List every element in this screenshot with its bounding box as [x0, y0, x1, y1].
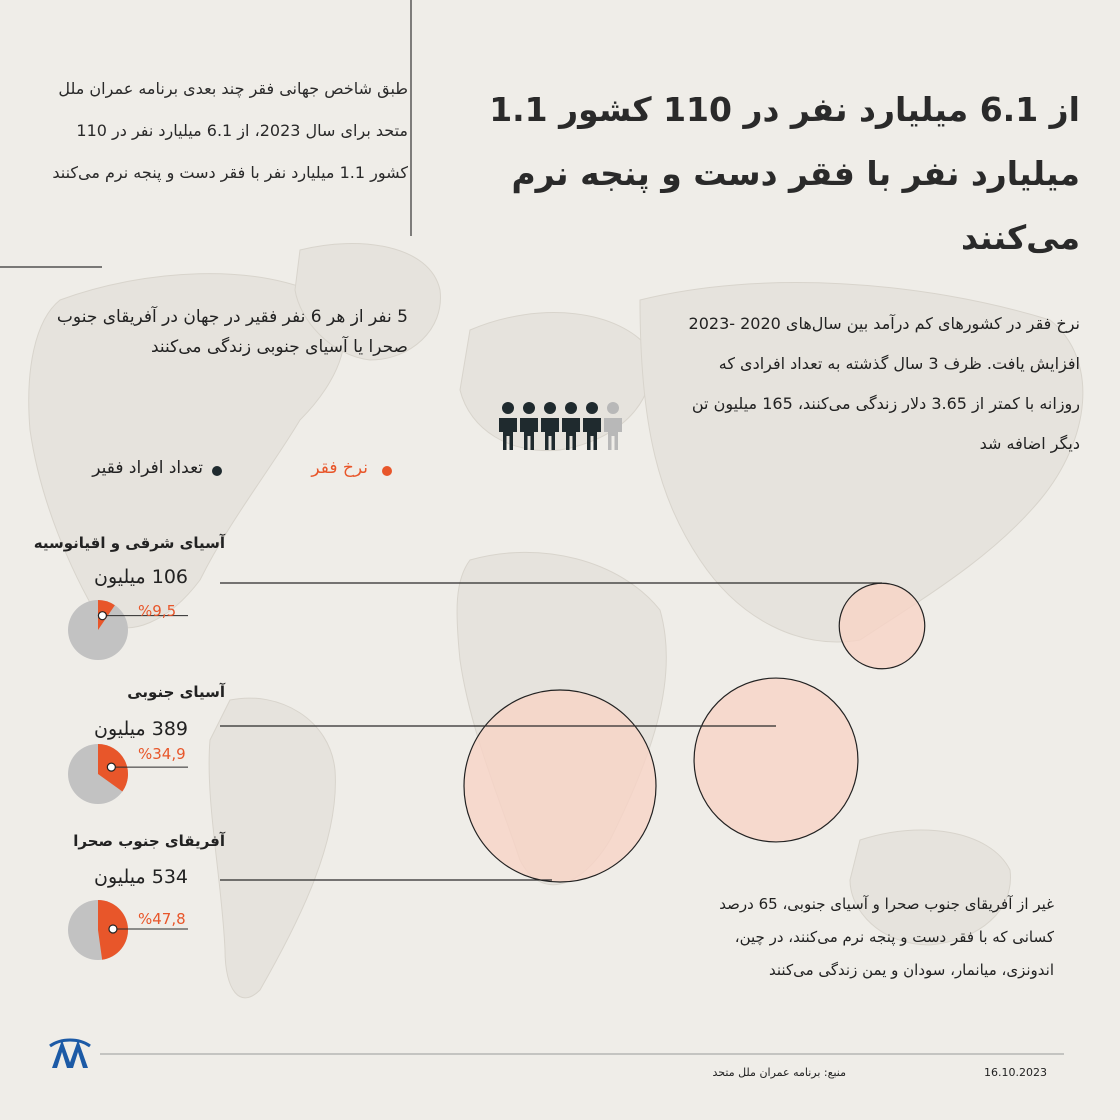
other-countries-note: غیر از آفریقای جنوب صحرا و آسیای جنوبی، 65 درصد کسانی که با فقر دست و پنجه نرم می‌کنند، در چین، اندونزی، میانمار، سودان و یمن زندگی می‌کنند [719, 895, 1054, 979]
region-count-south-asia: 389 میلیون [93, 718, 188, 740]
pie-marker-1 [107, 763, 115, 771]
rate-label-south-asia: %34,9 [138, 745, 186, 763]
bubble-1 [694, 678, 858, 842]
page-title: از 6.1 میلیارد نفر در 110 کشور 1.1 میلیارد نفر با فقر دست و پنجه نرم می‌کنند [489, 90, 1080, 257]
region-count-east-asia: 106 میلیون [93, 566, 188, 588]
region-name-south-asia: آسیای جنوبی [127, 683, 225, 701]
aa-logo-icon [50, 1040, 90, 1068]
region-name-ssa: آفریقای جنوب صحرا [73, 832, 225, 850]
legend-poor-count: تعداد افراد فقیر [92, 458, 203, 478]
rate-label-east-asia: %9,5 [138, 602, 177, 620]
bubble-2 [464, 690, 656, 882]
pie-marker-2 [109, 925, 117, 933]
south-america-shape [209, 698, 335, 998]
poverty-rate-note: نرخ فقر در کشورهای کم درآمد بین سال‌های 2020 -2023 افزایش یافت. ظرف 3 سال گذشته به تعداد افرادی که روزانه با کمتر از 3.65 دلار زندگی می‌کنند، 165 میلیون تن دیگر اضافه شد [688, 314, 1080, 453]
region-name-east-asia: آسیای شرقی و اقیانوسیه [33, 534, 225, 552]
bubble-0 [839, 583, 925, 669]
pie-group [68, 600, 188, 960]
legend-dot-rate [382, 466, 392, 476]
five-of-six-stat: 5 نفر از هر 6 نفر فقیر در جهان در آفریقای جنوب صحرا یا آسیای جنوبی زندگی می‌کنند [56, 307, 408, 357]
region-count-ssa: 534 میلیون [93, 866, 188, 888]
rate-label-ssa: %47,8 [138, 910, 186, 928]
pie-marker-0 [98, 612, 106, 620]
intro-text: طبق شاخص جهانی فقر چند بعدی برنامه عمران ملل متحد برای سال 2023، از 6.1 میلیارد نفر در 110 کشور 1.1 میلیارد نفر با فقر دست و پنجه نرم می‌کنند [52, 79, 408, 182]
footer-source: منبع: برنامه عمران ملل متحد [712, 1066, 846, 1079]
legend-poverty-rate: نرخ فقر [311, 458, 368, 478]
legend-dot-count [212, 466, 222, 476]
footer-date: 16.10.2023 [984, 1066, 1047, 1079]
